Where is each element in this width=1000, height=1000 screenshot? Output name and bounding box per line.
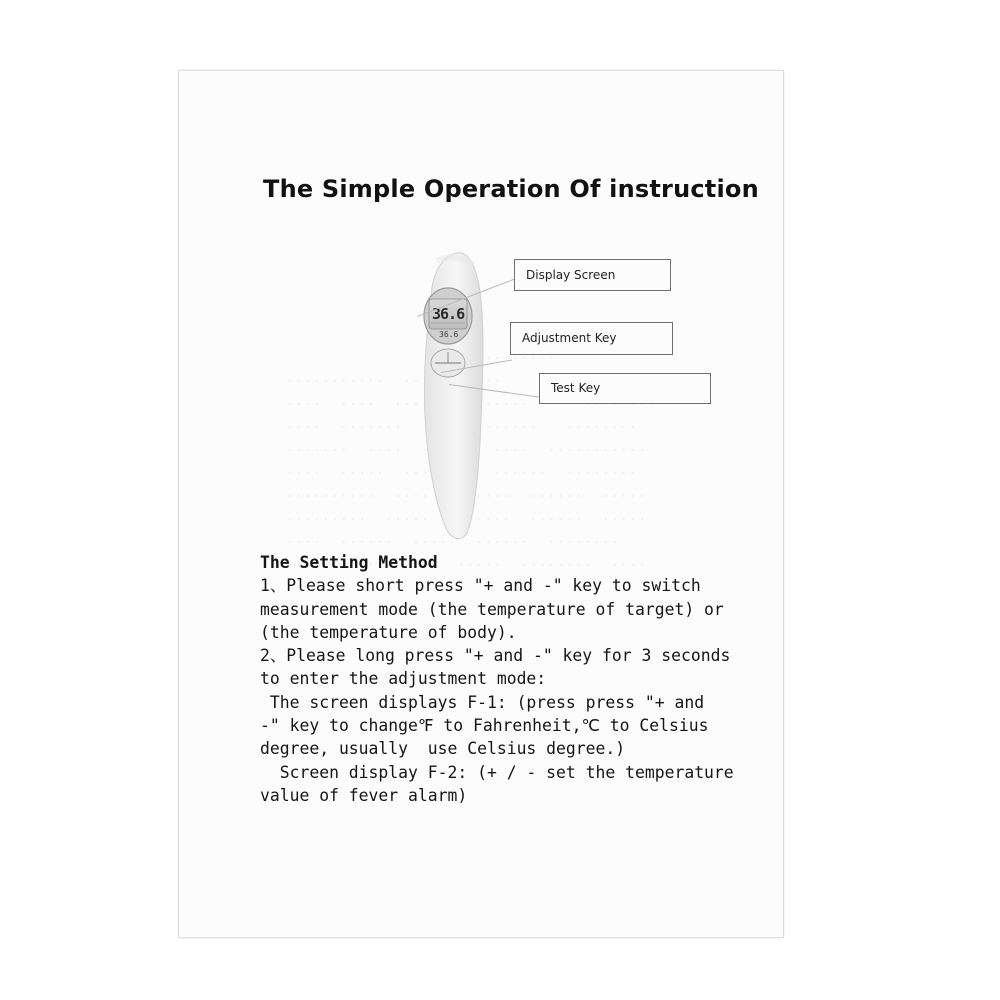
setting-method-line: -" key to change℉ to Fahrenheit,℃ to Celsius (260, 716, 709, 736)
label-test-key: Test Key (539, 373, 711, 404)
setting-method-line: to enter the adjustment mode: (260, 669, 547, 689)
display-sub-reading: 36.6 (439, 330, 459, 339)
setting-method-line: Screen display F-2: (+ / - set the temperature (260, 762, 734, 782)
document-title: The Simple Operation Of instruction (263, 175, 759, 203)
setting-method-section (260, 551, 770, 807)
setting-method-line: 2、Please long press "+ and -" key for 3 seconds (260, 646, 731, 666)
setting-method-line: value of fever alarm) (260, 785, 468, 805)
adjustment-key (431, 349, 465, 377)
label-adjustment-key: Adjustment Key (510, 322, 673, 355)
label-display-screen: Display Screen (514, 259, 671, 291)
setting-method-line: The screen displays F-1: (press press "+ and (260, 692, 705, 712)
instruction-sheet (178, 70, 784, 938)
setting-method-heading: The Setting Method (260, 553, 438, 572)
setting-method-line: (the temperature of body). (260, 622, 517, 642)
display-reading: 36.6 (432, 305, 465, 323)
thermometer-illustration (413, 251, 503, 551)
setting-method-line: measurement mode (the temperature of target) or (260, 599, 724, 619)
setting-method-line: degree, usually use Celsius degree.) (260, 739, 626, 759)
setting-method-line: 1、Please short press "+ and -" key to switch (260, 576, 701, 596)
